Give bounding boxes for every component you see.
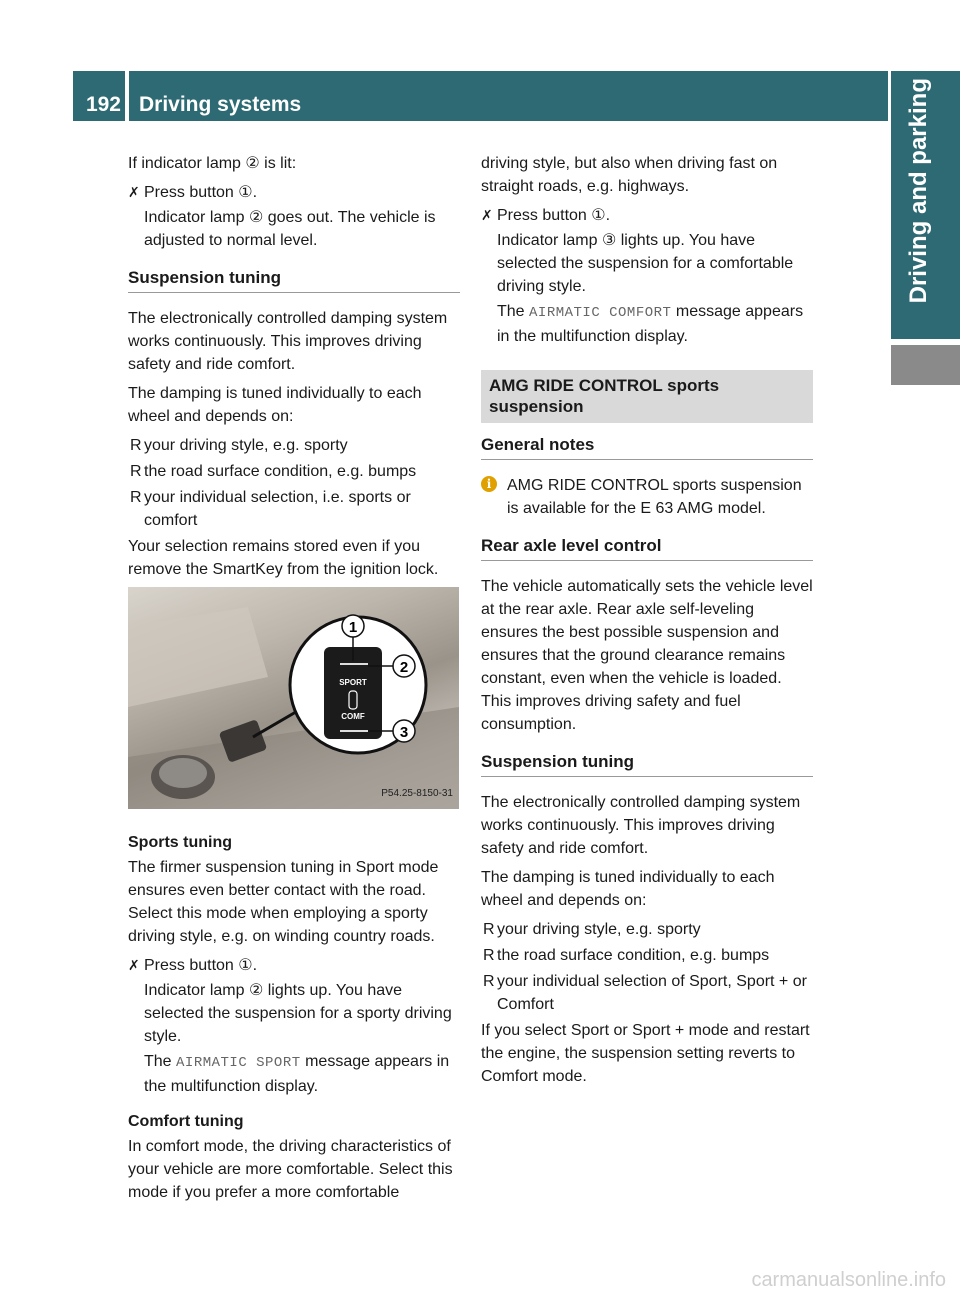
info-icon: i: [481, 476, 497, 492]
paragraph: The electronically controlled damping system works continuously. This improves driving safety and ride comfort.: [481, 794, 801, 857]
left-column: [128, 152, 460, 1210]
sport-label: SPORT: [339, 678, 367, 687]
bullet-icon: R: [483, 921, 495, 938]
step-result: Indicator lamp ③ lights up. You have selected the suspension for a comfortable driving style.: [497, 232, 794, 295]
paragraph: In comfort mode, the driving characteristics of your vehicle are more comfortable. Select this mode if you prefer a more comfortable: [128, 1138, 453, 1201]
instruction-step: ✗ Press button ①.: [128, 181, 460, 204]
display-message: AIRMATIC SPORT: [176, 1055, 301, 1071]
callout-1: 1: [348, 619, 358, 636]
right-column: [481, 152, 813, 1094]
paragraph: The vehicle automatically sets the vehicle level at the rear axle. Rear axle self-leveling ensures the best possible suspension and ensures that the ground clearance remains constant, even when the vehicle is loaded. This improves driving safety and fuel consumption.: [481, 578, 813, 733]
step-message: The AIRMATIC COMFORT message appears in the multifunction display.: [497, 303, 804, 345]
list-item: R your driving style, e.g. sporty: [481, 918, 813, 941]
suspension-button-photo: [128, 587, 459, 809]
step-result: Indicator lamp ② goes out. The vehicle is adjusted to normal level.: [144, 209, 436, 249]
list-item: R the road surface condition, e.g. bumps: [128, 460, 460, 483]
step-message: The AIRMATIC SPORT message appears in the multifunction display.: [144, 1053, 450, 1095]
paragraph: If indicator lamp ② is lit:: [128, 155, 297, 172]
step-result: Indicator lamp ② lights up. You have selected the suspension for a sporty driving style.: [144, 982, 452, 1045]
paragraph: The damping is tuned individually to each wheel and depends on:: [481, 869, 775, 909]
list-item: R your driving style, e.g. sporty: [128, 434, 460, 457]
watermark: carmanualsonline.info: [751, 1269, 946, 1291]
page-number: 192: [85, 93, 121, 116]
bullet-icon: R: [130, 437, 142, 454]
callout-2: 2: [399, 659, 409, 676]
list-item: R the road surface condition, e.g. bumps: [481, 944, 813, 967]
comf-label: COMF: [341, 712, 365, 721]
instruction-step: ✗ Press button ①.: [481, 204, 813, 227]
bullet-icon: R: [483, 973, 495, 990]
section-banner: AMG RIDE CONTROL sports suspension: [481, 370, 813, 423]
arrow-icon: ✗: [481, 207, 493, 223]
bullet-icon: R: [130, 489, 142, 506]
section-heading: Suspension tuning: [481, 750, 813, 777]
callout-3: 3: [399, 724, 409, 741]
section-heading: Rear axle level control: [481, 534, 813, 561]
page-number-box: [73, 71, 125, 121]
paragraph: Your selection remains stored even if you remove the SmartKey from the ignition lock.: [128, 538, 439, 578]
bullet-icon: R: [130, 463, 142, 480]
paragraph: The damping is tuned individually to each wheel and depends on:: [128, 385, 422, 425]
chapter-title: Driving systems: [139, 93, 302, 116]
page-header: [73, 71, 888, 121]
paragraph: The firmer suspension tuning in Sport mode ensures even better contact with the road. Select this mode when employing a sporty driving style, e.g. on winding country roads.: [128, 859, 439, 945]
instruction-step: ✗ Press button ①.: [128, 954, 460, 977]
info-note: i AMG RIDE CONTROL sports suspension is available for the E 63 AMG model.: [481, 474, 813, 520]
bullet-icon: R: [483, 947, 495, 964]
console-illustration: [128, 587, 459, 809]
list-item: R your individual selection, i.e. sports or comfort: [128, 486, 460, 532]
paragraph: The electronically controlled damping system works continuously. This improves driving safety and ride comfort.: [128, 310, 448, 373]
section-heading: General notes: [481, 433, 813, 460]
arrow-icon: ✗: [128, 184, 140, 200]
figure-code: P54.25-8150-31: [381, 788, 453, 799]
section-heading: Suspension tuning: [128, 266, 460, 293]
chapter-title-box: [129, 71, 888, 121]
side-tab-label-wrap: [893, 78, 945, 338]
side-tab-label: Driving and parking: [905, 78, 932, 304]
arrow-icon: ✗: [128, 957, 140, 973]
list-item: R your individual selection of Sport, Sport + or Comfort: [481, 970, 813, 1016]
paragraph: If you select Sport or Sport + mode and restart the engine, the suspension setting reverts to Comfort mode.: [481, 1022, 810, 1085]
subheading: Sports tuning: [128, 834, 232, 851]
subheading: Comfort tuning: [128, 1113, 244, 1130]
side-tab-lower-block: [891, 345, 960, 385]
paragraph: driving style, but also when driving fast on straight roads, e.g. highways.: [481, 155, 778, 195]
display-message: AIRMATIC COMFORT: [529, 305, 672, 321]
